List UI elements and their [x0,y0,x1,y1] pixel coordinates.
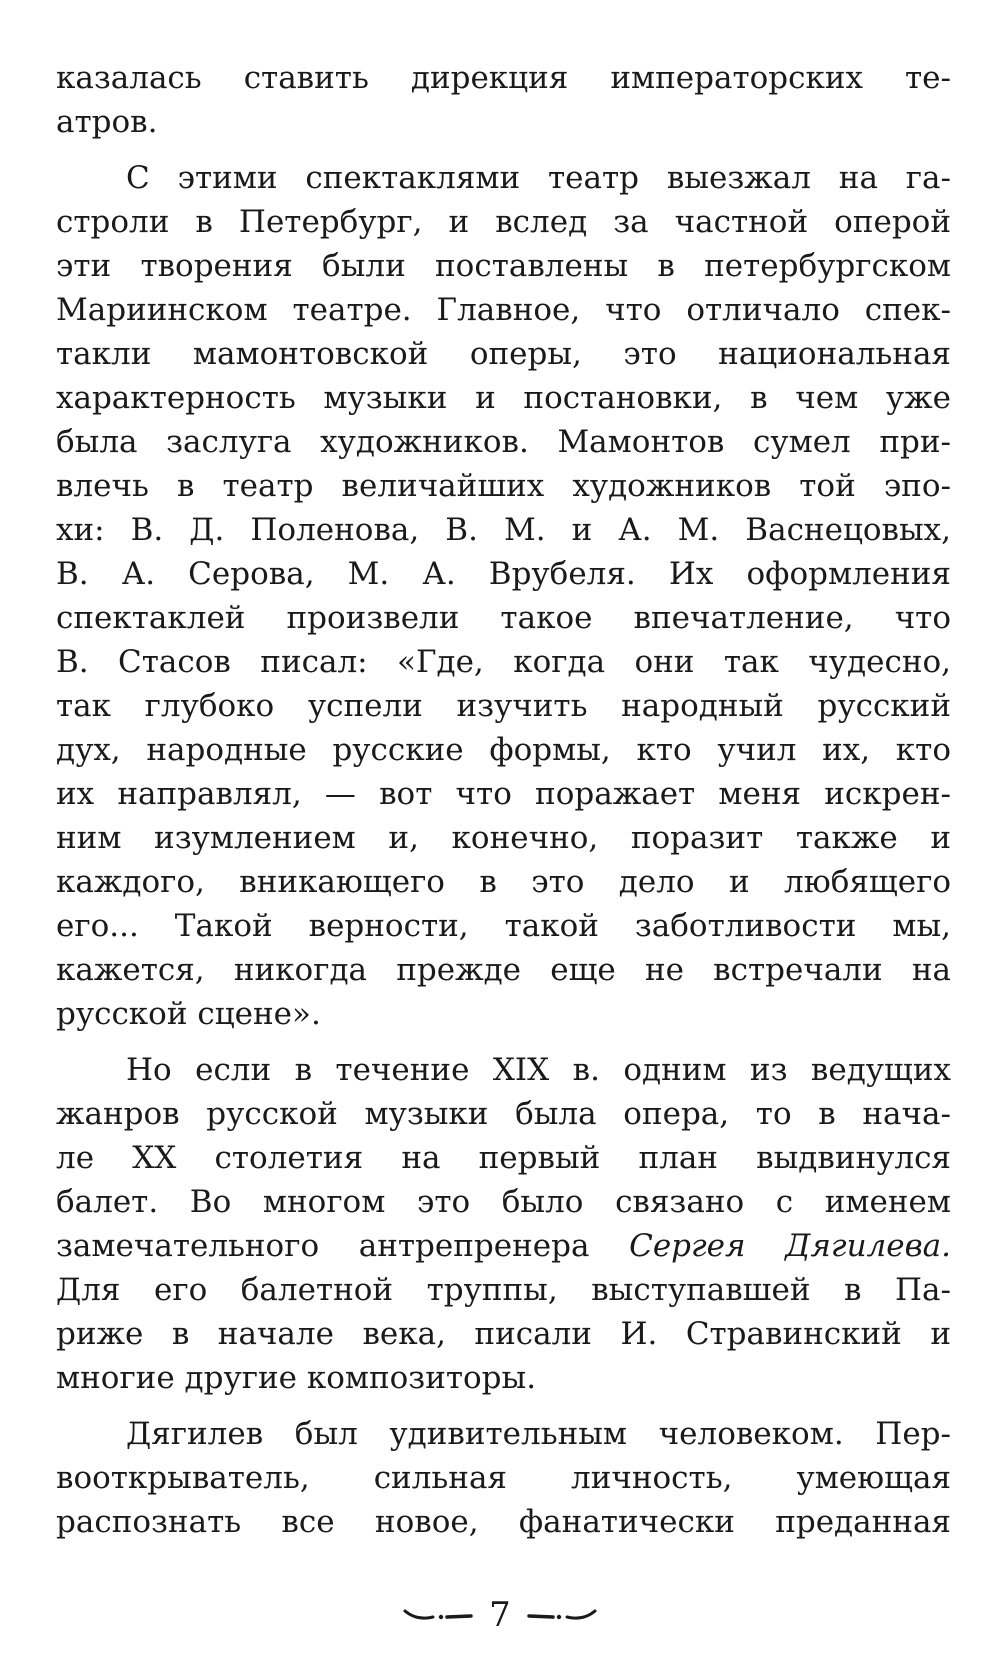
text-line: многие другие композиторы. [56,1360,537,1396]
text-line: ле XX столетия на первый план выдвинулся [56,1140,951,1176]
text-line: характерность музыки и постановки, в чем уже [56,380,951,416]
text-line: Дягилев был удивительным человеком. Пер- [126,1416,951,1452]
text-line: так глубоко успели изучить народный русский [56,688,951,724]
text-line [56,1224,951,1268]
text-line: дух, народные русские формы, кто учил их, кто [56,732,951,768]
paragraph [56,1048,951,1400]
right-ornament-icon [525,1605,597,1625]
text-line: русской сцене». [56,996,321,1032]
text-line: жанров русской музыки была опера, то в нача- [56,1096,951,1132]
text-line: такли мамонтовской оперы, это национальная [56,336,951,372]
text-line: эти творения были поставлены в петербургском [56,248,951,284]
text-line: С этими спектаклями театр выезжал на га- [126,160,951,196]
text-line: риже в начале века, писали И. Стравинский и [56,1316,951,1352]
text-line: В. А. Серова, М. А. Врубеля. Их оформления [56,556,951,592]
body-text [56,56,951,1544]
text-span: замечательного антрепренера [56,1228,630,1264]
text-line: вооткрыватель, сильная личность, умеющая [56,1460,951,1496]
text-line: В. Стасов писал: «Где, когда они так чудесно, [56,644,951,680]
paragraph [56,56,951,144]
text-line: распознать все новое, фанатически преданная [56,1504,951,1540]
italic-name: Сергея Дягилева. [629,1228,952,1264]
left-ornament-icon [403,1605,475,1625]
text-line: строли в Петербург, и вслед за частной оперой [56,204,951,240]
text-line: балет. Во многом это было связано с именем [56,1184,951,1220]
text-line: Для его балетной труппы, выступавшей в Па- [56,1272,951,1308]
text-line: влечь в театр величайших художников той эпо- [56,468,951,504]
text-line: хи: В. Д. Поленова, В. М. и А. М. Васнецовых, [56,512,951,548]
page-number: 7 [489,1595,511,1635]
text-line: Мариинском театре. Главное, что отличало спек- [56,292,951,328]
text-line: кажется, никогда прежде еще не встречали на [56,952,951,988]
text-line: каждого, вникающего в это дело и любящего [56,864,951,900]
paragraph [56,1412,951,1544]
paragraph [56,156,951,1036]
text-line: Но если в течение XIX в. одним из ведущих [126,1052,951,1088]
text-line: их направлял, — вот что поражает меня искрен- [56,776,951,812]
text-line: ним изумлением и, конечно, поразит также и [56,820,951,856]
text-line: его... Такой верности, такой заботливости мы, [56,908,951,944]
text-line: спектаклей произвели такое впечатление, что [56,600,951,636]
page-footer [0,1590,1000,1640]
text-line: была заслуга художников. Мамонтов сумел при- [56,424,951,460]
text-line: казалась ставить дирекция императорских те- [56,60,951,96]
text-line: атров. [56,104,158,140]
